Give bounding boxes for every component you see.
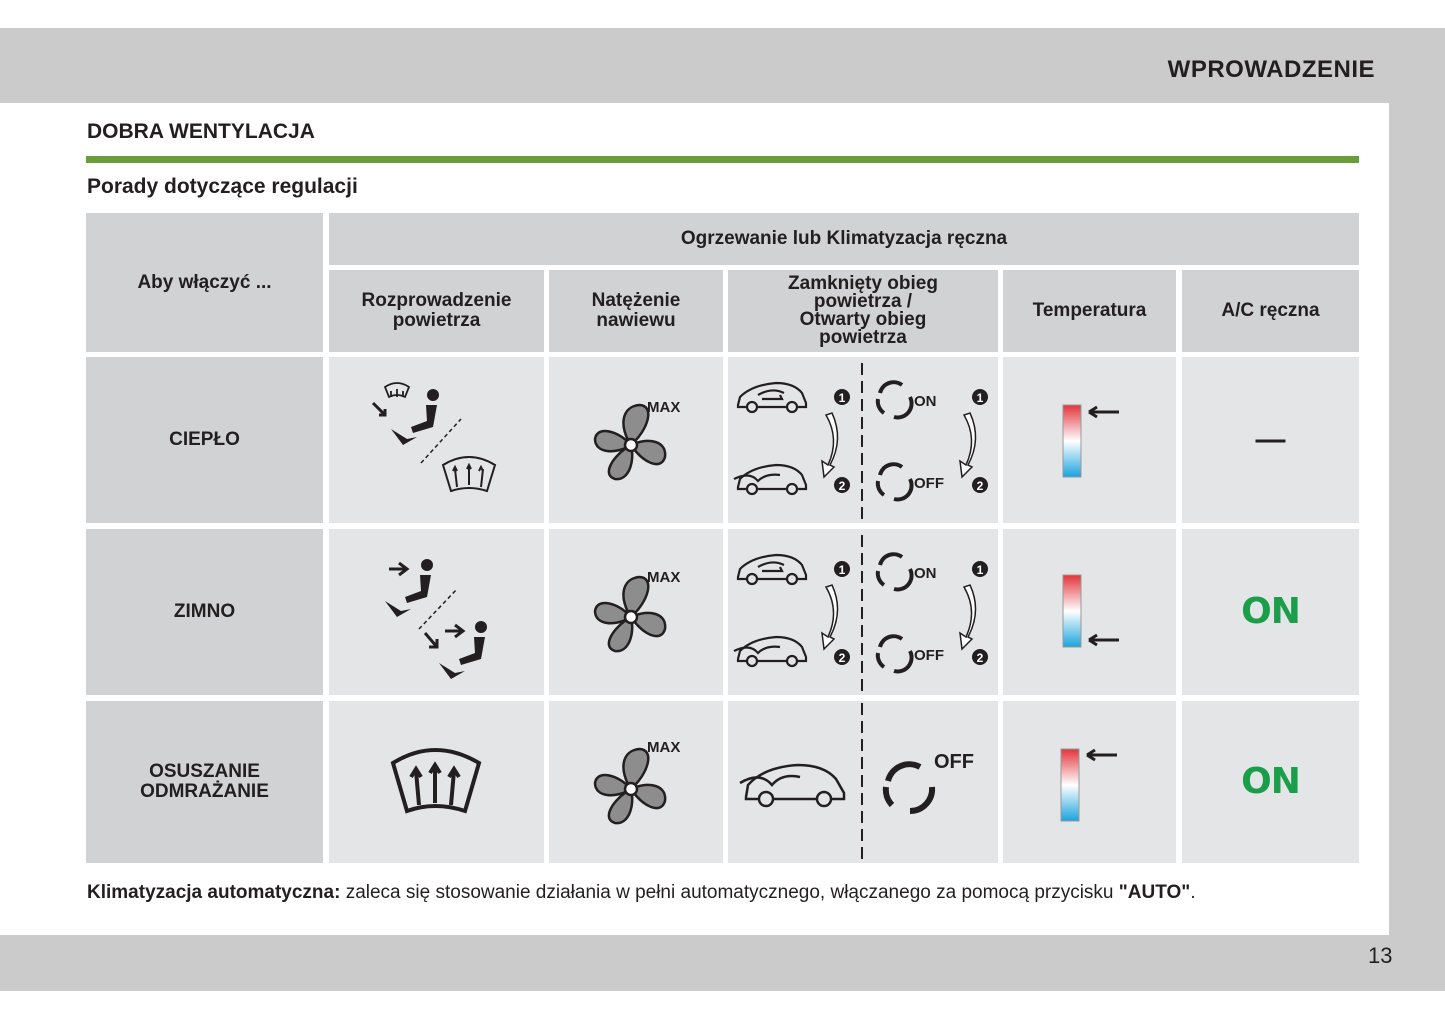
section-subtitle: Porady dotyczące regulacji bbox=[87, 175, 358, 198]
recirc-arrows-icon bbox=[878, 382, 912, 499]
seat-occupant-face-icon bbox=[385, 559, 433, 617]
temperature-gauge-icon bbox=[1063, 405, 1081, 477]
fan-icon bbox=[595, 749, 665, 823]
header-recirc-line2: powietrza / bbox=[813, 291, 913, 312]
recirc-arrows-icon bbox=[878, 554, 912, 671]
header-distribution-line2: powietrza bbox=[392, 310, 481, 331]
temperature-pointer-icon bbox=[1087, 750, 1117, 760]
cell-ac-heat bbox=[1182, 357, 1359, 523]
footnote-text: zaleca się stosowanie działania w pełni automatycznego, włączanego za pomocą przycisku bbox=[340, 882, 1119, 903]
temperature-gauge-icon bbox=[1061, 749, 1079, 821]
header-ac bbox=[1182, 270, 1359, 352]
bottom-band bbox=[0, 935, 1445, 991]
footnote-bold-lead: Klimatyzacja automatyczna: bbox=[87, 882, 341, 903]
chapter-title: WPROWADZENIE bbox=[1167, 56, 1375, 83]
step-2b-label: 2 bbox=[976, 651, 984, 665]
recirc-off-label: OFF bbox=[934, 751, 974, 773]
car-air-intake-icon bbox=[734, 465, 806, 494]
ac-value-heat: — bbox=[1255, 423, 1286, 456]
cell-recirc-cold bbox=[728, 529, 998, 695]
temperature-gauge-icon bbox=[1063, 575, 1081, 647]
ac-value-cold: ON bbox=[1241, 591, 1300, 632]
step-2-label: 2 bbox=[838, 479, 846, 493]
corner-label: Aby włączyć ... bbox=[137, 271, 272, 293]
step-1-label: 1 bbox=[838, 391, 846, 405]
cell-fan-cold bbox=[549, 529, 723, 695]
row-label-cold bbox=[86, 529, 323, 695]
cell-temperature-heat bbox=[1003, 357, 1176, 523]
header-temperature-label: Temperatura bbox=[1032, 300, 1147, 321]
page-number: 13 bbox=[1368, 943, 1393, 968]
group-header-label: Ogrzewanie lub Klimatyzacja ręczna bbox=[680, 228, 1008, 249]
fan-max-label: MAX bbox=[647, 739, 681, 756]
cell-temperature-cold bbox=[1003, 529, 1176, 695]
recirc-off-label: OFF bbox=[914, 475, 944, 492]
header-fan-line1: Natężenie bbox=[591, 290, 681, 311]
temperature-pointer-icon bbox=[1089, 407, 1119, 417]
header-distribution bbox=[329, 270, 544, 352]
step-arrow-icon bbox=[822, 585, 976, 649]
footnote bbox=[87, 883, 1359, 903]
footnote-end: . bbox=[1190, 882, 1196, 903]
header-recirc-line1: Zamknięty obieg bbox=[788, 273, 938, 294]
temperature-pointer-icon bbox=[1089, 635, 1119, 645]
header-fan bbox=[549, 270, 723, 352]
section-divider bbox=[86, 156, 1359, 163]
cell-distribution-demist bbox=[329, 701, 544, 863]
windscreen-vent-small-icon bbox=[385, 383, 409, 397]
cell-recirc-demist bbox=[728, 701, 998, 863]
cell-fan-demist bbox=[549, 701, 723, 863]
car-air-recirc-icon bbox=[738, 555, 806, 584]
seat-occupant-feet-icon bbox=[425, 621, 487, 679]
windscreen-demist-icon bbox=[393, 750, 479, 811]
row-label-heat-text: CIEPŁO bbox=[169, 429, 240, 450]
header-recirc-line3: Otwarty obieg bbox=[799, 309, 927, 330]
step-arrow-icon bbox=[822, 413, 976, 477]
cell-ac-cold bbox=[1182, 529, 1359, 695]
row-label-demist-line2: ODMRAŻANIE bbox=[140, 781, 269, 802]
step-1b-label: 1 bbox=[976, 391, 984, 405]
header-corner bbox=[86, 213, 323, 352]
row-label-demist-line1: OSUSZANIE bbox=[149, 761, 260, 782]
recirc-arrows-icon bbox=[886, 764, 932, 811]
fan-max-label: MAX bbox=[647, 399, 681, 416]
recirc-off-label: OFF bbox=[914, 647, 944, 664]
row-label-heat bbox=[86, 357, 323, 523]
recirc-on-label: ON bbox=[914, 565, 937, 582]
cell-ac-demist bbox=[1182, 701, 1359, 863]
header-group bbox=[329, 213, 1359, 265]
car-air-intake-icon bbox=[740, 765, 844, 806]
header-temperature bbox=[1003, 270, 1176, 352]
header-recirc-line4: powietrza bbox=[819, 327, 907, 348]
windscreen-demist-icon bbox=[443, 457, 495, 491]
cell-temperature-demist bbox=[1003, 701, 1176, 863]
step-1-label: 1 bbox=[838, 563, 846, 577]
section-title: DOBRA WENTYLACJA bbox=[87, 120, 315, 143]
cell-distribution-heat bbox=[329, 357, 544, 523]
row-label-demist bbox=[86, 701, 323, 863]
fan-icon bbox=[595, 405, 665, 479]
fan-max-label: MAX bbox=[647, 569, 681, 586]
cell-distribution-cold bbox=[329, 529, 544, 695]
ac-value-demist: ON bbox=[1241, 761, 1300, 802]
step-2b-label: 2 bbox=[976, 479, 984, 493]
right-band bbox=[1389, 103, 1445, 935]
step-1b-label: 1 bbox=[976, 563, 984, 577]
step-2-label: 2 bbox=[838, 651, 846, 665]
cell-recirc-heat bbox=[728, 357, 998, 523]
row-label-cold-text: ZIMNO bbox=[173, 601, 236, 622]
header-fan-line2: nawiewu bbox=[596, 310, 676, 331]
header-distribution-line1: Rozprowadzenie bbox=[361, 290, 512, 311]
header-ac-label: A/C ręczna bbox=[1221, 300, 1320, 321]
seat-occupant-icon bbox=[373, 389, 439, 445]
recirc-on-label: ON bbox=[914, 393, 937, 410]
footnote-bold-end: "AUTO" bbox=[1118, 882, 1191, 903]
header-recirc bbox=[728, 270, 998, 352]
cell-fan-heat bbox=[549, 357, 723, 523]
car-air-intake-icon bbox=[734, 637, 806, 666]
fan-icon bbox=[595, 577, 665, 651]
car-air-recirc-icon bbox=[738, 383, 806, 412]
